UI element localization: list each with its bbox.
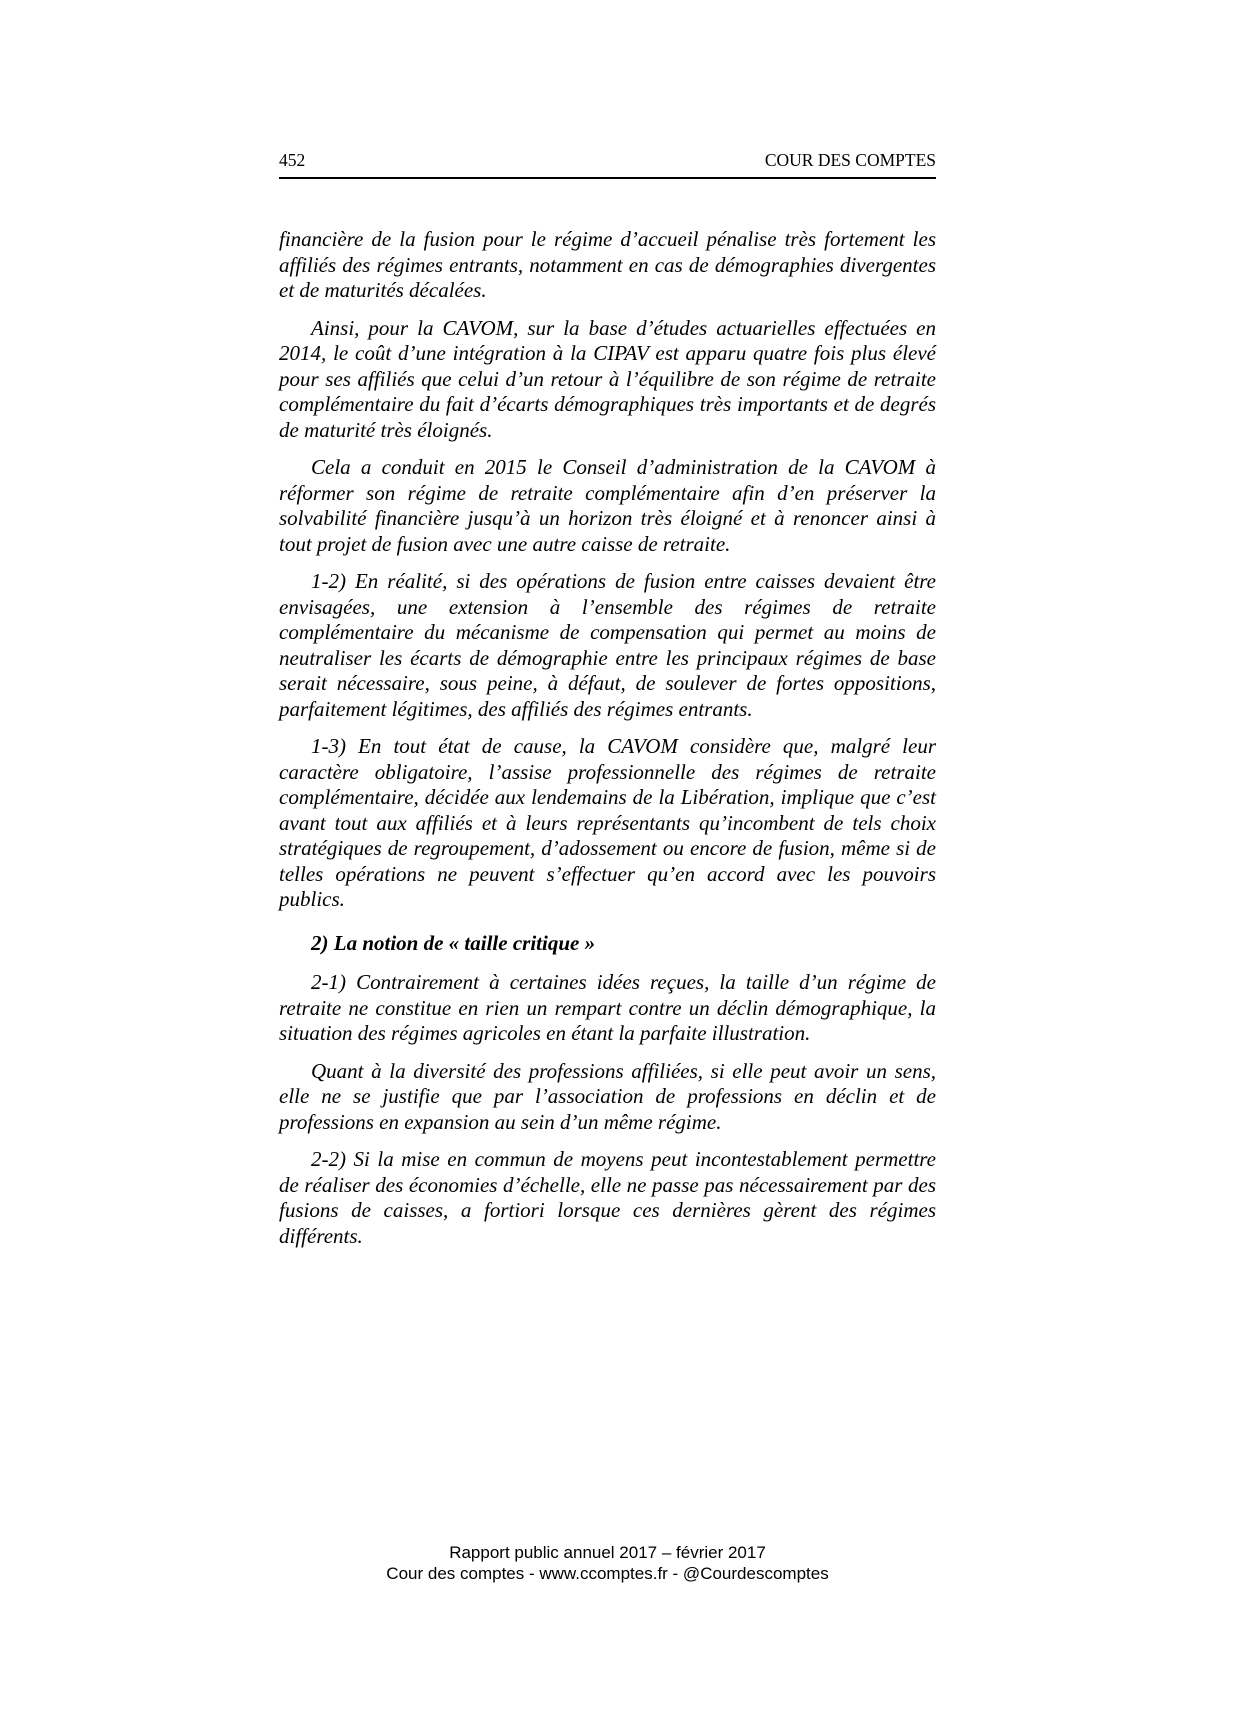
page-header [279,150,936,179]
page-body [279,227,936,1261]
page-number: 452 [279,150,306,170]
footer-report-title: Rapport public annuel 2017 – février 2017 [449,1543,766,1562]
body-paragraph: Ainsi, pour la CAVOM, sur la base d’études actuarielles effectuées en 2014, le coût d’une intégration à la CIPAV est apparu quatre fois plus élevé pour ses affiliés que celui d’un retour à l’équilibre de son régime de retraite complémentaire du fait d’écarts démographiques très importants et de degrés de maturité très éloignés. [279,315,936,442]
footer-source-line: Cour des comptes - www.ccomptes.fr - @Courdescomptes [386,1564,829,1583]
body-paragraph: financière de la fusion pour le régime d’accueil pénalise très fortement les affiliés des régimes entrants, notamment en cas de démographies divergentes et de maturités décalées. [279,227,936,302]
body-paragraph: 2-2) Si la mise en commun de moyens peut incontestablement permettre de réaliser des économies d’échelle, elle ne passe pas nécessairement par des fusions de caisses, a fortiori lorsque ces dernières gèrent des régimes différents. [279,1147,936,1248]
section-heading: 2) La notion de « taille critique » [311,930,596,955]
running-title: COUR DES COMPTES [764,150,936,170]
body-paragraph: 1-2) En réalité, si des opérations de fusion entre caisses devaient être envisagées, une extension à l’ensemble des régimes de retraite complémentaire du mécanisme de compensation qui permet au moins de neutraliser les écarts de démographie entre les principaux régimes de base serait nécessaire, sous peine, à défaut, de soulever de fortes oppositions, parfaitement légitimes, des affiliés des régimes entrants. [279,569,936,721]
body-paragraph: Cela a conduit en 2015 le Conseil d’administration de la CAVOM à réformer son régime de retraite complémentaire afin d’en préserver la solvabilité financière jusqu’à un horizon très éloigné et à renoncer ainsi à tout projet de fusion avec une autre caisse de retraite. [279,455,936,556]
page-footer [279,1542,936,1584]
body-paragraph: 2-1) Contrairement à certaines idées reçues, la taille d’un régime de retraite ne constitue en rien un rempart contre un déclin démographique, la situation des régimes agricoles en étant la parfaite illustration. [279,970,936,1045]
body-paragraph: 1-3) En tout état de cause, la CAVOM considère que, malgré leur caractère obligatoire, l’assise professionnelle des régimes de retraite complémentaire, décidée aux lendemains de la Libération, implique que c’est avant tout aux affiliés et à leurs représentants qu’incombent de tels choix stratégiques de regroupement, d’adossement ou encore de fusion, même si de telles opérations ne peuvent s’effectuer qu’en accord avec les pouvoirs publics. [279,734,936,911]
body-paragraph: Quant à la diversité des professions affiliées, si elle peut avoir un sens, elle ne se justifie que par l’association de professions en déclin et de professions en expansion au sein d’un même régime. [279,1058,936,1134]
